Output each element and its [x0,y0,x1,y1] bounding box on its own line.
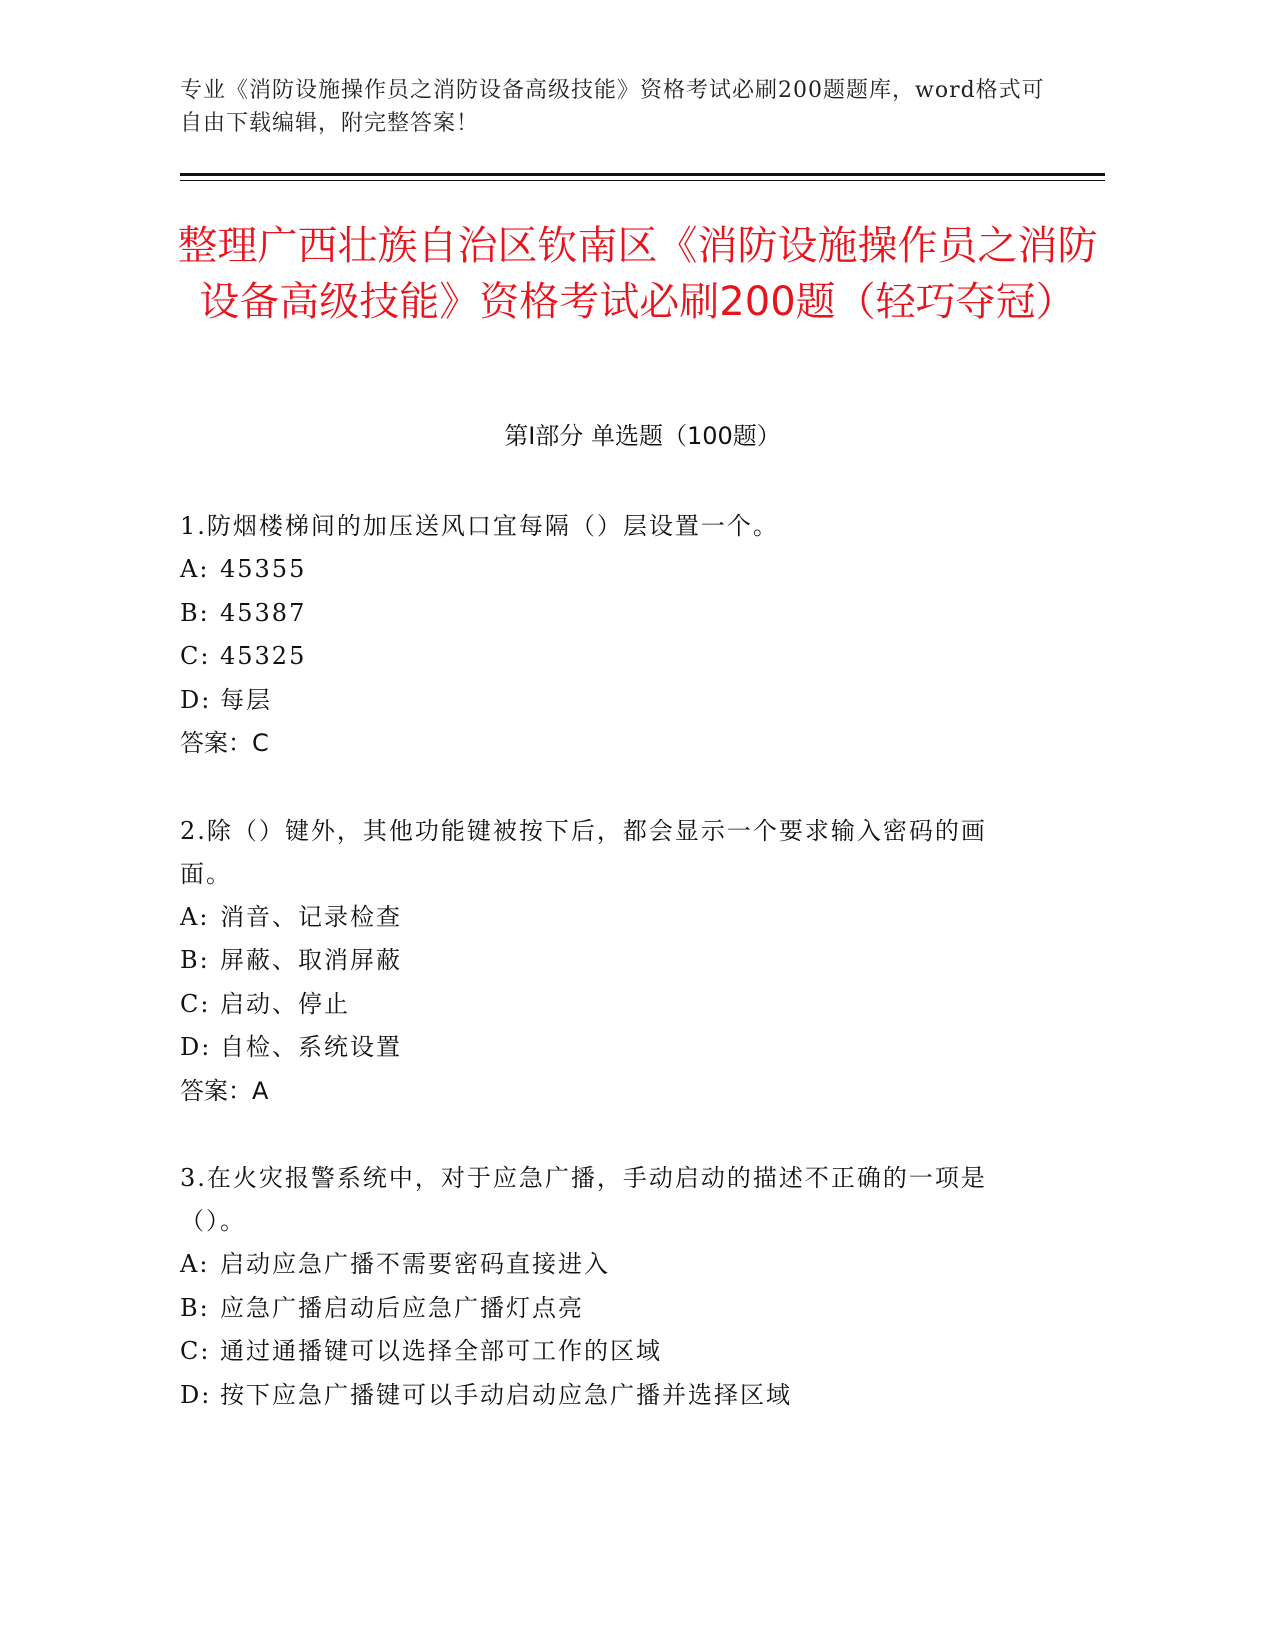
option-key: D: [180,1033,212,1061]
option-text: 消音、记录检查 [220,902,402,931]
option-d [180,679,1030,723]
option-a [180,548,1030,592]
option-key: A: [180,902,210,931]
question-stem: 2.除（）键外，其他功能键被按下后，都会显示一个要求输入密码的画面。 [180,816,987,888]
header-rule-thick [180,173,1105,176]
option-text: 45325 [220,642,307,670]
option-text: 45387 [220,598,307,627]
answer-line: 答案：A [180,1076,269,1105]
option-key: C: [180,989,211,1018]
option-key: A: [180,1250,210,1278]
option-key: C: [180,642,211,670]
option-key: B: [180,1293,210,1322]
option-key: D: [180,1380,212,1409]
option-text: 按下应急广播键可以手动启动应急广播并选择区域 [220,1380,792,1409]
option-b [180,939,1030,983]
option-key: B: [180,946,210,974]
option-text: 通过通播键可以选择全部可工作的区域 [220,1337,662,1365]
question-item [180,810,1030,1114]
question-list [180,505,1030,1461]
option-key: D: [180,685,212,714]
answer-line: 答案：C [180,729,269,757]
option-text: 启动应急广播不需要密码直接进入 [220,1250,610,1278]
option-text: 启动、停止 [220,989,350,1018]
option-text: 45355 [220,555,307,583]
option-c [180,983,1030,1027]
option-d [180,1374,1030,1418]
option-text: 自检、系统设置 [220,1033,402,1061]
option-key: B: [180,598,210,627]
option-key: C: [180,1337,211,1365]
option-d [180,1026,1030,1070]
option-key: A: [180,555,210,583]
document-title: 整理广西壮族自治区钦南区《消防设施操作员之消防设备高级技能》资格考试必刷200题（轻巧夺冠） [177,223,1098,325]
question-item [180,1157,1030,1417]
question-stem: 3.在火灾报警系统中，对于应急广播，手动启动的描述不正确的一项是（）。 [180,1164,987,1235]
option-text: 应急广播启动后应急广播灯点亮 [220,1293,584,1322]
header-note: 专业《消防设施操作员之消防设备高级技能》资格考试必刷200题题库，word格式可自由下载编辑，附完整答案！ [180,78,1045,136]
option-text: 每层 [220,685,272,714]
option-b [180,1287,1030,1331]
option-a [180,1243,1030,1287]
option-a [180,896,1030,940]
question-stem: 1.防烟楼梯间的加压送风口宜每隔（）层设置一个。 [180,512,779,540]
question-item [180,505,1030,766]
option-b [180,592,1030,636]
header-rule-thin [180,180,1105,181]
option-c [180,635,1030,679]
option-text: 屏蔽、取消屏蔽 [220,946,402,974]
section-title: 第I部分 单选题（100题） [504,422,781,450]
option-c [180,1330,1030,1374]
